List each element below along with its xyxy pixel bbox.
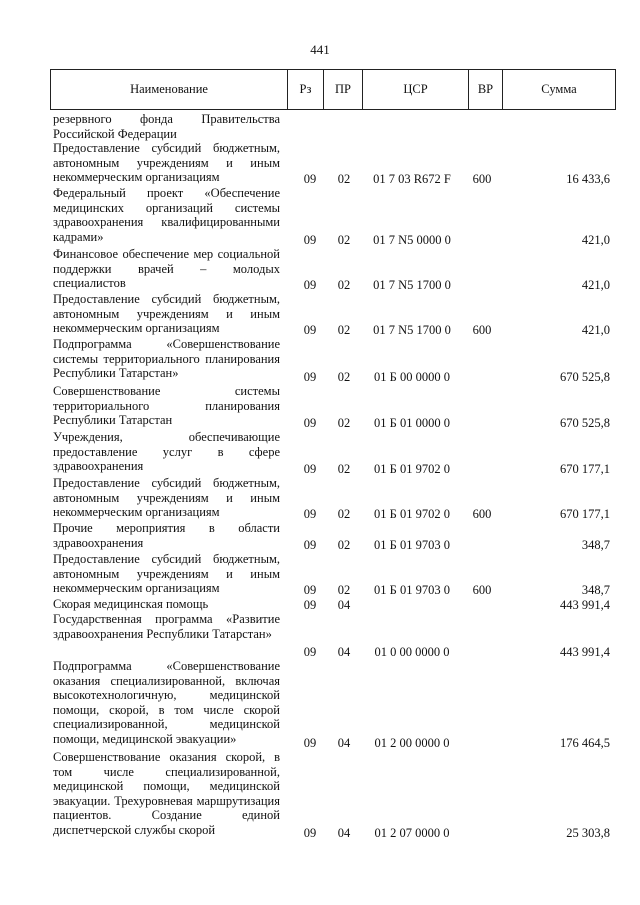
table-row [0,521,640,552]
row-pr: 02 [337,461,351,476]
row-name: Предоставление субсидий бюджетным, автономным учреждениям и иным некоммерческим организациям [53,476,280,519]
row-vr: 600 [472,582,492,597]
row-pr: 02 [337,506,351,521]
table-row [0,597,640,612]
row-sum: 670 525,8 [560,415,610,430]
row-sum: 670 177,1 [560,506,610,521]
table-row [0,112,640,141]
row-sum: 443 991,4 [560,644,610,659]
row-name: Федеральный проект «Обеспечение медицинских организаций системы здравоохранения квалифицированными кадрами» [53,186,280,244]
row-csr: 01 7 N5 1700 0 [373,322,451,337]
table-row [0,659,640,750]
row-vr: 600 [472,171,492,186]
row-rz: 09 [303,415,317,430]
row-sum: 670 525,8 [560,369,610,384]
row-rz: 09 [303,825,317,840]
row-pr: 04 [337,735,351,750]
row-name: Предоставление субсидий бюджетным, автономным учреждениям и иным некоммерческим организациям [53,552,280,595]
row-name: Государственная программа «Развитие здравоохранения Республики Татарстан» [53,612,280,641]
table-row [0,384,640,430]
row-pr: 04 [337,644,351,659]
row-rz: 09 [303,369,317,384]
header-pr: ПР [335,82,351,96]
row-sum: 421,0 [581,322,610,337]
row-name: Скорая медицинская помощь [53,597,209,611]
header-sum: Сумма [541,82,577,96]
row-pr: 04 [337,825,351,840]
header-vr: ВР [477,82,494,96]
row-csr: 01 7 03 R672 F [373,171,451,186]
row-rz: 09 [303,232,317,247]
row-sum: 16 433,6 [566,171,610,186]
row-csr: 01 2 00 0000 0 [374,735,450,750]
row-sum: 443 991,4 [560,597,610,612]
row-rz: 09 [303,506,317,521]
row-rz: 09 [303,644,317,659]
table-row [0,141,640,186]
table-row [0,247,640,292]
row-csr: 01 7 N5 0000 0 [373,232,451,247]
table-header [50,69,616,110]
row-rz: 09 [303,171,317,186]
row-name: Подпрограмма «Совершенствование системы территориального планирования Республики Татарстан» [53,337,280,380]
row-csr: 01 Б 01 9703 0 [374,537,450,552]
row-name: Совершенствование оказания скорой, в том числе специализированной, медицинской помощи, медицинской эвакуации. Трехуровневая маршрутизация пациентов. Создание единой диспетчерской службы скорой [53,750,280,837]
row-pr: 02 [337,415,351,430]
row-sum: 421,0 [581,277,610,292]
row-pr: 02 [337,582,351,597]
row-sum: 25 303,8 [566,825,610,840]
row-pr: 02 [337,537,351,552]
table-row [0,750,640,840]
row-rz: 09 [303,735,317,750]
row-csr: 01 2 07 0000 0 [374,825,450,840]
row-sum: 670 177,1 [560,461,610,476]
table-row [0,337,640,384]
page-number: 441 [310,42,330,57]
row-rz: 09 [303,537,317,552]
row-name: Прочие мероприятия в области здравоохранения [53,521,280,550]
row-pr: 02 [337,171,351,186]
row-name: Финансовое обеспечение мер социальной поддержки врачей – молодых специалистов [53,247,280,290]
row-name: Совершенствование системы территориального планирования Республики Татарстан [53,384,280,427]
row-csr: 01 Б 01 9702 0 [374,461,450,476]
row-rz: 09 [303,277,317,292]
row-pr: 04 [337,597,351,612]
row-csr: 01 0 00 0000 0 [374,644,450,659]
row-name: Подпрограмма «Совершенствование оказания специализированной, включая высокотехнологичную, медицинской помощи, скорой, в том числе скорой специализированной, медицинской помощи, медицинской эвакуации» [53,659,280,746]
row-csr: 01 7 N5 1700 0 [373,277,451,292]
table-row [0,430,640,476]
row-pr: 02 [337,232,351,247]
row-csr: 01 Б 01 9703 0 [374,582,450,597]
table-row [0,292,640,337]
row-rz: 09 [303,461,317,476]
header-name: Наименование [130,82,208,96]
row-vr: 600 [472,322,492,337]
row-name: Учреждения, обеспечивающие предоставление услуг в сфере здравоохранения [53,430,280,473]
table-row [0,186,640,247]
row-rz: 09 [303,322,317,337]
row-sum: 421,0 [581,232,610,247]
row-csr: 01 Б 01 0000 0 [374,415,450,430]
row-pr: 02 [337,369,351,384]
row-csr: 01 Б 01 9702 0 [374,506,450,521]
row-pr: 02 [337,277,351,292]
table-row [0,612,640,659]
row-rz: 09 [303,582,317,597]
table-row [0,552,640,597]
row-vr: 600 [472,506,492,521]
header-csr: ЦСР [403,82,428,96]
header-rz: Рз [299,82,312,96]
row-rz: 09 [303,597,317,612]
row-sum: 348,7 [581,582,610,597]
row-name: Предоставление субсидий бюджетным, автономным учреждениям и иным некоммерческим организациям [53,292,280,335]
row-name: Предоставление субсидий бюджетным, автономным учреждениям и иным некоммерческим организациям [53,141,280,184]
row-sum: 348,7 [581,537,610,552]
row-csr: 01 Б 00 0000 0 [374,369,450,384]
table-row [0,476,640,521]
row-name: резервного фонда Правительства Российской Федерации [53,112,280,141]
row-sum: 176 464,5 [560,735,610,750]
row-pr: 02 [337,322,351,337]
